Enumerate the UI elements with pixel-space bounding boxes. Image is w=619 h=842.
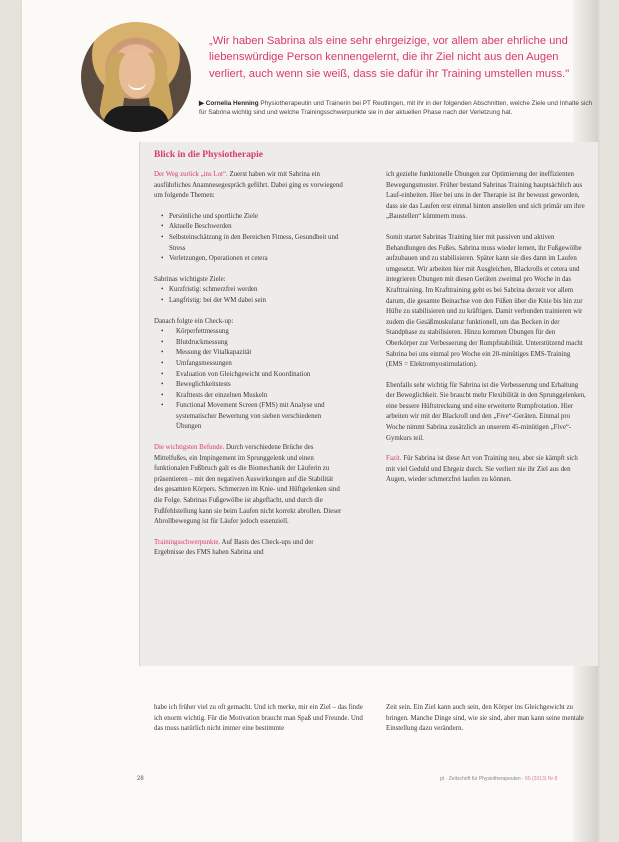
portrait-shirt (103, 106, 169, 132)
findings-paragraph (154, 443, 344, 528)
fazit-label: Fazit. (386, 455, 402, 463)
findings-label: Die wichtigsten Befunde. (154, 444, 225, 452)
right-paragraph-3: Ebenfalls sehr wichtig für Sabrina ist die Verbesserung und Erhaltung der Beweglichkeit. Sie braucht mehr Flexibilität in den Sprunggelenken, eine bessere Hüftstreckung und eine erweiterte Rumpfrotation. Hier arbeiten wir mit der Blackroll und den „Five“-Geräten. Einmal pro Woche nimmt Sabrina zusätzlich an unserem 45-minütigen „Five“-Gymkurs teil. (386, 381, 586, 442)
list-item: • Blutdruckmessung (162, 338, 344, 349)
box-title: Blick in die Physiotherapie (154, 150, 263, 160)
box-left-column (154, 170, 344, 569)
list-item: • Langfristig: bei der WM dabei sein (162, 296, 344, 307)
footer-credit (440, 776, 557, 782)
pull-quote: „Wir haben Sabrina als eine sehr ehrgeizige, vor allem aber ehrliche und liebenswürdige Person kennengelernt, die ihr Ziel nicht aus den Augen verliert, auch wenn sie weiß, dass sie dafür ihr Training umstellen muss." (209, 35, 570, 80)
quote-attribution (199, 100, 599, 118)
attribution-arrow-icon: ▶ (199, 100, 204, 107)
intro-text: Zuerst haben wir mit Sabrina ein ausführliches Anamnesegespräch geführt. Dabei ging es vorwiegend um folgende Themen: (154, 171, 343, 200)
box-right-column (386, 170, 586, 496)
list-item: • Functional Movement Screen (FMS) mit Analyse und systematischer Bewertung von sieben verschiedenen Übungen (162, 401, 344, 433)
list-item: • Messung der Vitalkapazität (162, 348, 344, 359)
portrait-photo (81, 22, 191, 132)
focus-text: Auf Basis des Check-ups und der Ergebnisse des FMS haben Sabrina und (154, 538, 314, 557)
fazit-text: Für Sabrina ist diese Art von Training neu, aber sie kämpft sich mit viel Geduld und Ehrgeiz durch. Sie verliert nie ihr Ziel aus den Augen, wieder schmerzfrei laufen zu können. (386, 455, 578, 484)
attribution-text: Physiotherapeutin und Trainerin bei PT Reutlingen, mit ihr in der folgenden Abschnitten, welche Ziele und Inhalte sich für Sabrina wichtig sind und welche Trainingsschwerpunkte sie in der aktuellen Phase nach der Verletzung hat. (199, 100, 593, 116)
footer-publication: Zeitschrift für Physiotherapeuten · (447, 776, 524, 782)
footer-prefix: pt · (440, 776, 448, 782)
checkup-heading: Danach folgte ein Check-up: (154, 317, 234, 325)
topics-list (154, 212, 344, 265)
list-item: • Aktuelle Beschwerden (162, 222, 344, 233)
right-paragraph-2: Somit startet Sabrinas Training hier mit passiven und aktiven Behandlungen des Fußes. Sabrina muss wieder lernen, ihr Fußgewölbe aufzubauen und zu stabilisieren. Später kann sie dies dann im Laufen umgesetzt. Wir arbeiten hier mit Ausgleichen, Blackrolls et cetera und integrieren Übungen mit diesen Geräten zweimal pro Woche in das Krafttraining. Im Krafttraining geht es bei Sabrina derzeit vor allem darum, die gesamte Beinachse von den Füßen über die Knie bis hin zur Hüfte zu stabilisieren und zu kräftigen. Damit verbunden trainieren wir zudem die Gesäßmuskulatur funktionell, um das Becken in der Standphase zu stabilisieren. Hinzu kommen Übungen für den Oberkörper zur Verbesserung der Rumpfstabilität. Unterstützend macht Sabrina bei uns einmal pro Woche ein 20-minütiges EMS-Training (EMS = Elektromyostimulation). (386, 233, 583, 369)
findings-text: Durch verschiedene Brüche des Mittelfußes, ein Impingement im Sprunggelenk und einen funktionalen Fußbruch galt es die Biomechanik der Läuferin zu präsentieren – mit den negativen Auswirkungen auf die Stabilität des gesamten Körpers. Schmerzen im Knie- und Hüftgelenken sind die Folge. Sabrinas Fußgewölbe ist abgeflacht, und durch die Fußfehlstellung kann sie beim Laufen nicht korrekt abrollen. Dieser Abrollbewegung ist für Läufer jedoch essenziell. (154, 444, 342, 526)
list-item: • Umfangsmessungen (162, 359, 344, 370)
focus-label: Trainingsschwerpunkte. (154, 538, 221, 546)
footer-issue: 65 (2013) Nr 8 (523, 776, 558, 782)
list-item: • Verletzungen, Operationen et cetera (162, 254, 344, 265)
list-item: • Körperfettmessung (162, 327, 344, 338)
list-item: • Selbsteinschätzung in den Bereichen Fitness, Gesundheit und Stress (162, 233, 344, 254)
list-item: • Evaluation von Gleichgewicht und Koordination (162, 370, 344, 381)
right-paragraph-1: ich gezielte funktionelle Übungen zur Optimierung der ineffizienten Bewegungsmuster. Früher bestand Sabrinas Training hauptsächlich aus Lauf-einheiten. Hier bei uns in der Therapie ist ihr bewusst geworden, dass sie das Laufen erst einmal hinten anstellen und sich primär um ihre „Baustellen“ kümmern muss. (386, 171, 585, 221)
intro-label: Der Weg zurück „ins Lot“. (154, 171, 228, 178)
list-item: • Persönliche und sportliche Ziele (162, 212, 344, 223)
page-number: 28 (137, 776, 144, 782)
fazit-paragraph (386, 454, 586, 486)
portrait-face (119, 50, 155, 98)
list-item: • Kurzfristig: schmerzfrei werden (162, 285, 344, 296)
checkup-list (154, 327, 344, 433)
list-item: • Krafttests der einzelnen Muskeln (162, 391, 344, 402)
intro-paragraph (154, 170, 344, 202)
focus-paragraph (154, 538, 344, 559)
goals-list (154, 285, 344, 306)
bottom-right-text: Zeit sein. Ein Ziel kann auch sein, den Körper ins Gleichgewicht zu bringen. Manche Dinge sind, wie sie sind, aber man kann seine mentale Einstellung dazu verändern. (386, 704, 584, 733)
attribution-name: Cornelia Henning (205, 100, 259, 107)
list-item: • Beweglichkeitstests (162, 380, 344, 391)
goals-heading: Sabrinas wichtigste Ziele: (154, 275, 226, 283)
bottom-left-text: habe ich früher viel zu oft gemacht. Und ich merke, mir ein Ziel – das finde ich enorm wichtig. Für die Motivation braucht man Spaß und Freunde. Und das muss natürlich nicht immer eine bestimmte (154, 704, 363, 733)
